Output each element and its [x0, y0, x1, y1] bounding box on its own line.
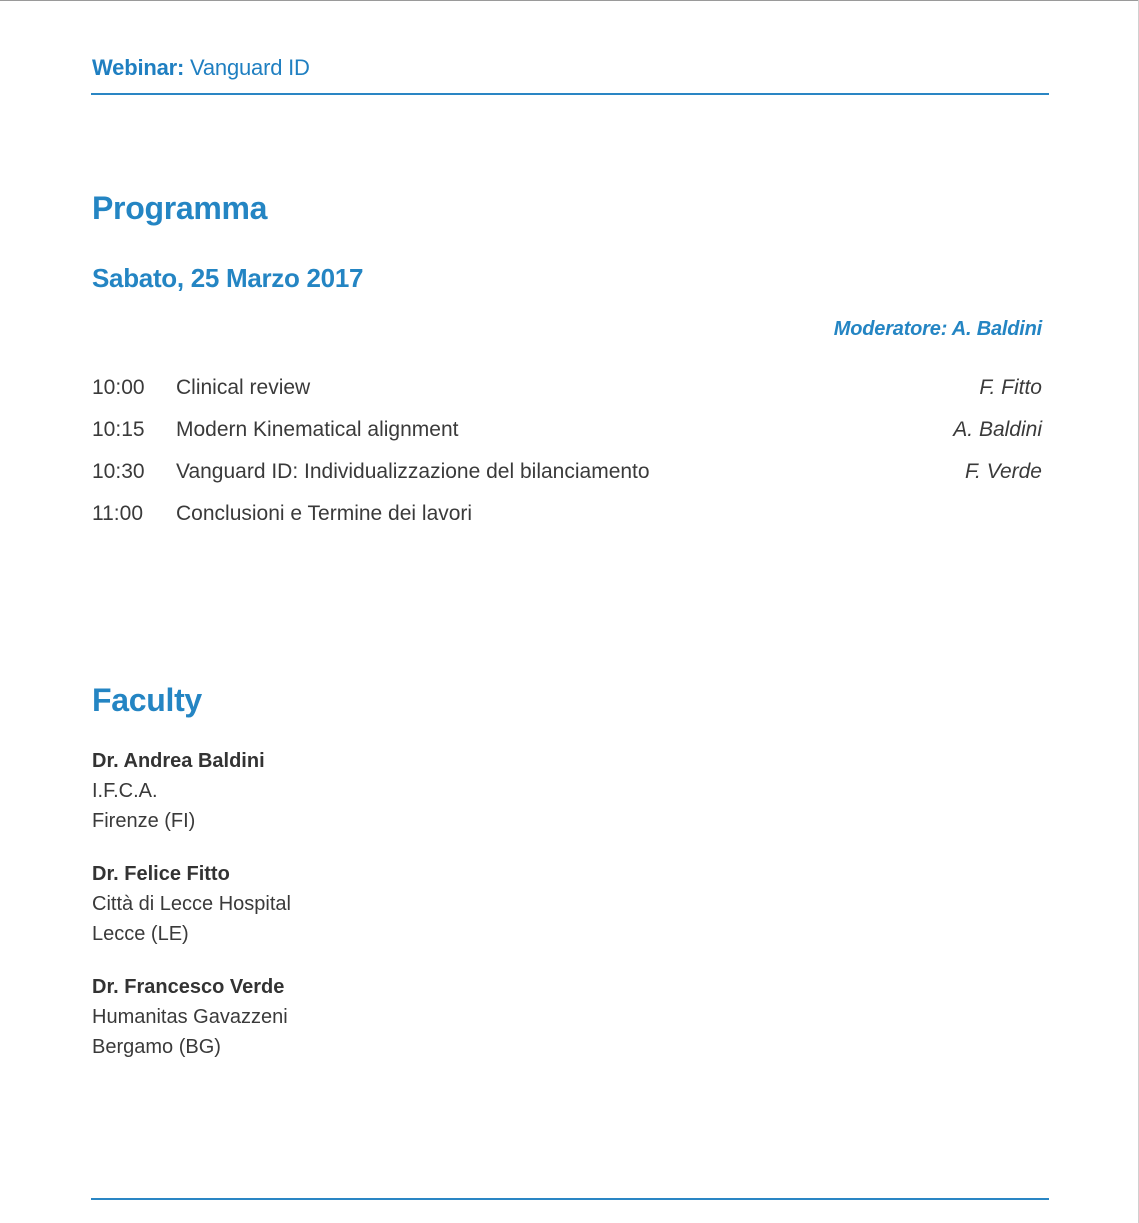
faculty-institution: Humanitas Gavazzeni	[92, 1006, 288, 1028]
header-label: Webinar:	[92, 55, 185, 80]
schedule-speaker: F. Verde	[964, 460, 1042, 483]
schedule-speaker: F. Fitto	[979, 376, 1042, 399]
schedule-title: Clinical review	[176, 376, 311, 399]
document-header	[92, 55, 310, 81]
moderator-label: Moderatore: A. Baldini	[833, 318, 1042, 340]
faculty-title: Faculty	[92, 682, 202, 718]
schedule-title: Conclusioni e Termine dei lavori	[176, 502, 473, 525]
footer-divider	[91, 1198, 1049, 1200]
schedule-time: 10:00	[92, 376, 145, 399]
schedule-time: 10:15	[92, 418, 145, 441]
schedule-row	[92, 502, 1042, 544]
faculty-name: Dr. Andrea Baldini	[92, 750, 265, 772]
schedule-time: 10:30	[92, 460, 145, 483]
header-title: Vanguard ID	[190, 55, 310, 80]
schedule-title: Modern Kinematical alignment	[176, 418, 459, 441]
schedule-row	[92, 460, 1042, 502]
schedule-row	[92, 418, 1042, 460]
schedule-speaker: A. Baldini	[953, 418, 1042, 441]
schedule-row	[92, 376, 1042, 418]
faculty-member	[92, 859, 291, 949]
faculty-city: Bergamo (BG)	[92, 1036, 221, 1058]
programma-title: Programma	[92, 190, 268, 226]
faculty-city: Firenze (FI)	[92, 810, 196, 832]
faculty-member	[92, 972, 291, 1062]
header-divider	[91, 93, 1049, 95]
schedule-list	[92, 376, 1042, 544]
programma-date: Sabato, 25 Marzo 2017	[92, 263, 364, 293]
faculty-institution: Città di Lecce Hospital	[92, 893, 291, 915]
faculty-member	[92, 746, 291, 836]
faculty-city: Lecce (LE)	[92, 923, 189, 945]
page-top-border	[0, 0, 1139, 1]
faculty-institution: I.F.C.A.	[92, 780, 158, 802]
faculty-list	[92, 746, 291, 1085]
schedule-time: 11:00	[92, 502, 143, 525]
faculty-name: Dr. Francesco Verde	[92, 976, 285, 998]
schedule-title: Vanguard ID: Individualizzazione del bilanciamento	[176, 460, 650, 483]
faculty-name: Dr. Felice Fitto	[92, 863, 230, 885]
